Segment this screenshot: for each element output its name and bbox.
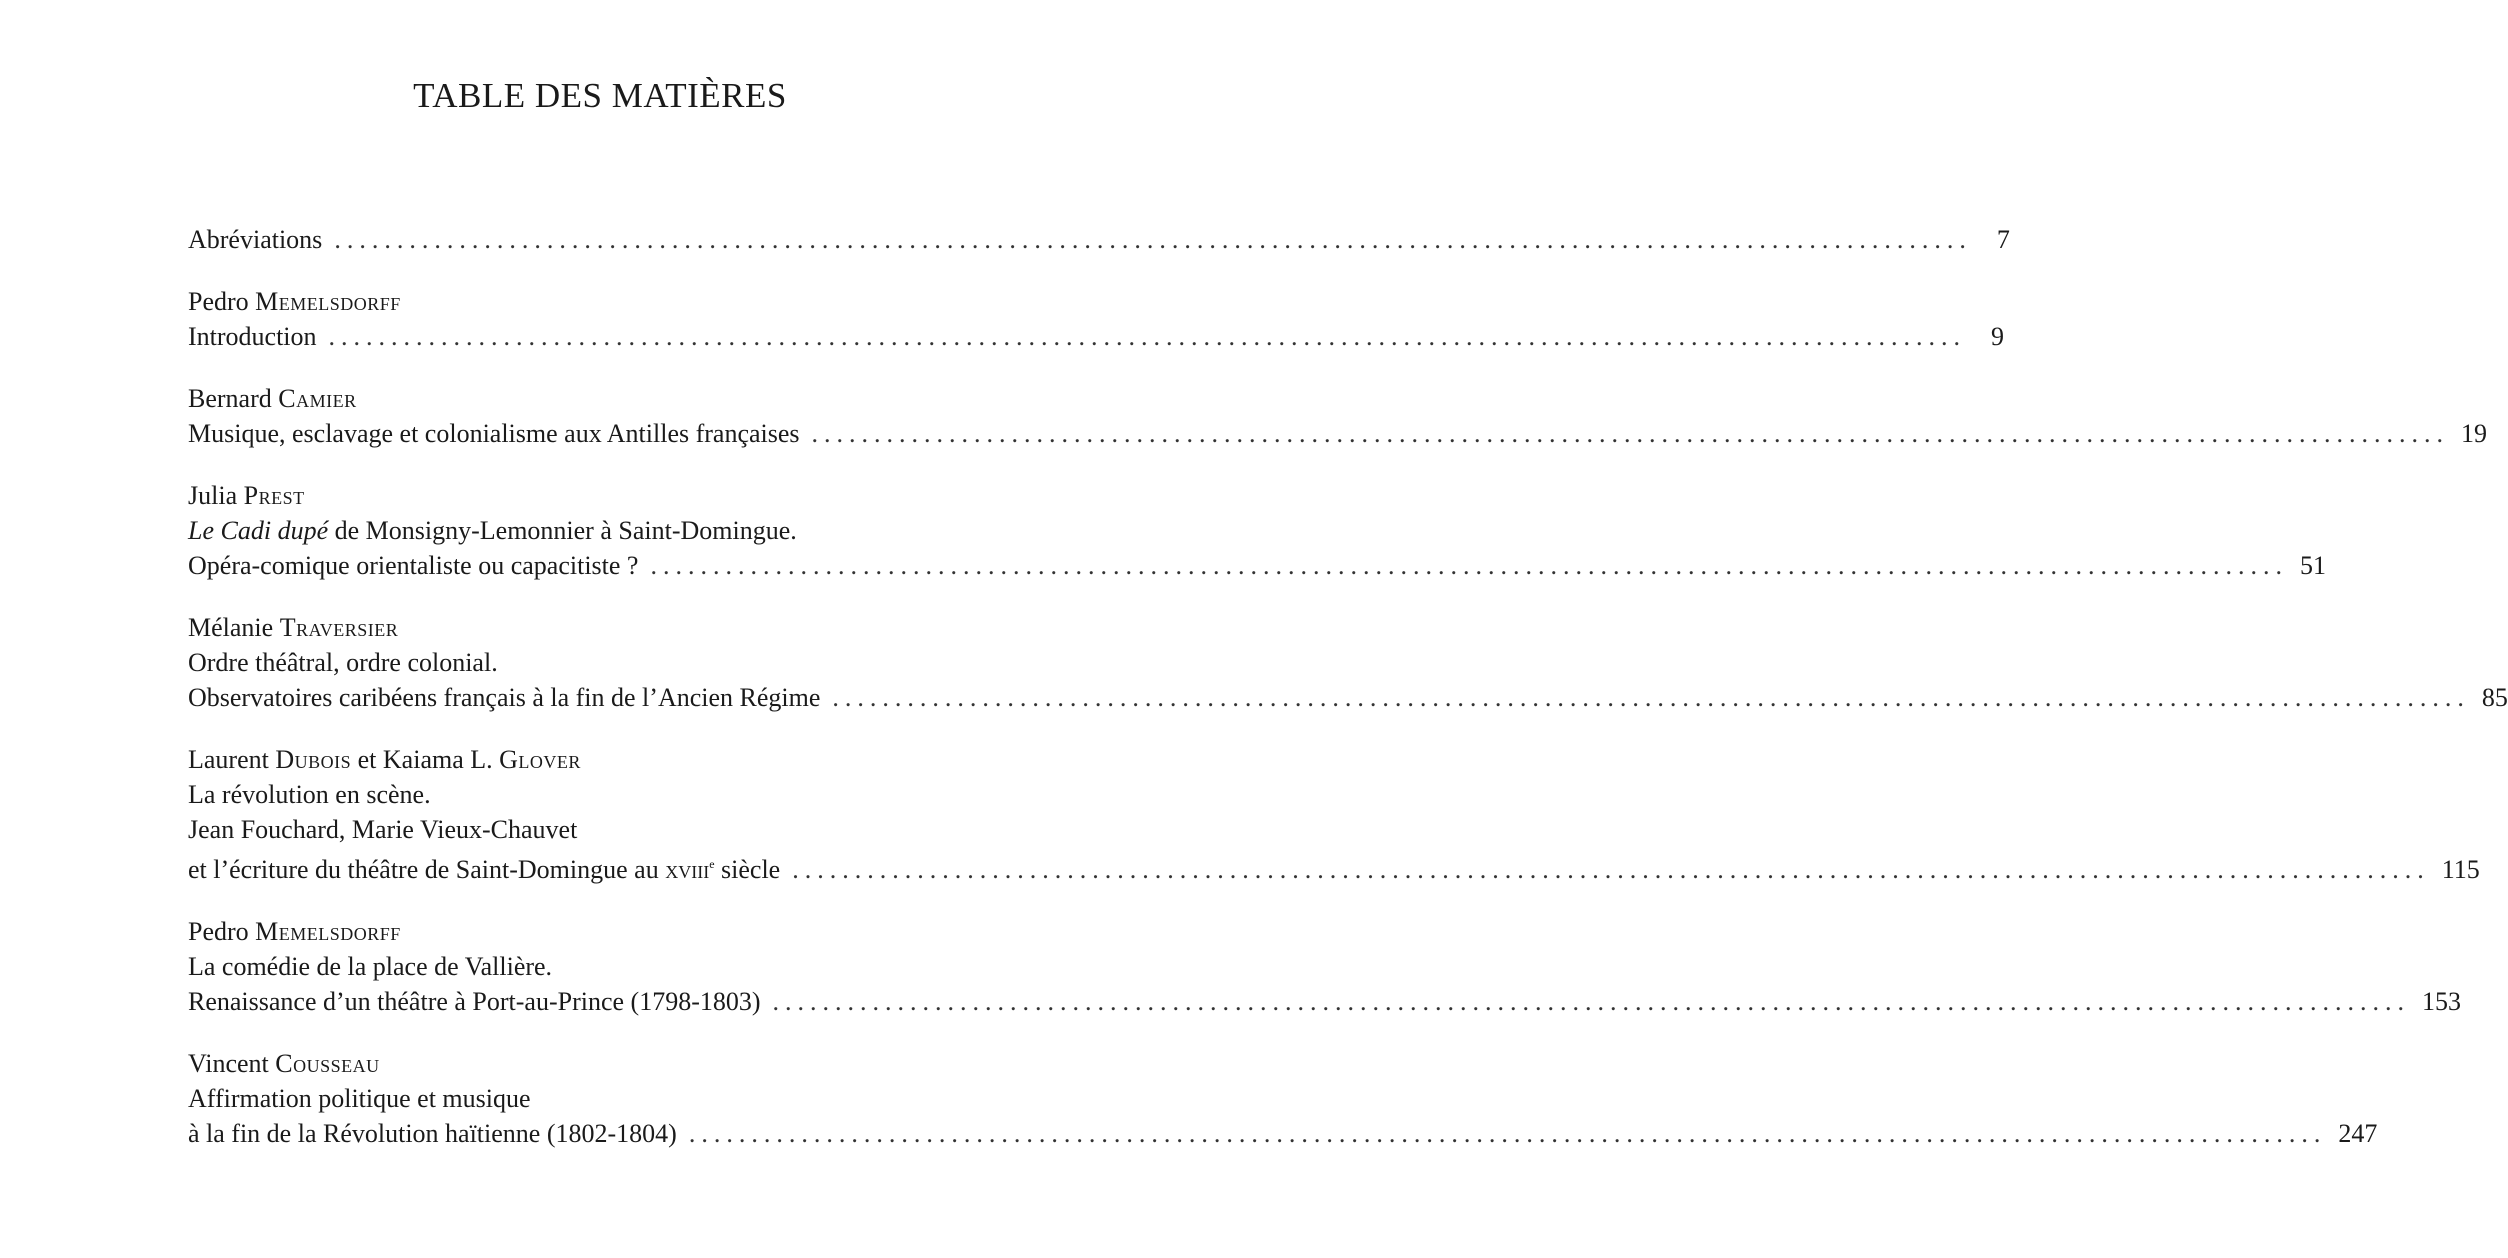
dot-leader: ................................................................................................................................... [334,225,1972,254]
toc-title-text: de Monsigny-Lemonnier à Saint-Domingue. [328,516,797,545]
toc-entry-cousseau[interactable] [188,1046,2378,1151]
toc-title-line [188,1116,2378,1151]
toc-title-line [188,416,2488,451]
century-numeral: xviii [665,855,710,884]
page-number: 247 [2338,1119,2378,1148]
toc-entry-introduction[interactable] [188,284,2005,354]
author-conjunction: et [351,745,383,774]
page-title: TABLE DES MATIÈRES [413,76,787,115]
toc-entry-prest[interactable] [188,478,2326,583]
century-superscript: e [709,857,715,871]
dot-leader: ................................................................................................................................... [688,1119,2327,1148]
toc-entry-abreviations[interactable] [188,222,2010,257]
toc-title-line [188,222,2010,257]
table-of-contents [188,222,2508,1178]
toc-title: Abréviations [188,225,323,254]
page-number: 51 [2299,551,2326,580]
dot-leader: ................................................................................................................................... [811,419,2450,448]
author-last-name: Memelsdorff [255,287,401,316]
dot-leader: ................................................................................................................................... [832,683,2470,712]
page-number: 153 [2422,987,2462,1016]
page-number: 7 [1996,225,2010,254]
author-first-name: Kaiama L. [382,745,493,774]
dot-leader: ................................................................................................................................... [650,551,2288,580]
toc-title: Introduction [188,322,317,351]
toc-title: Observatoires caribéens français à la fin de l’Ancien Régime [188,683,821,712]
author-first-name: Mélanie [188,613,274,642]
author-first-name: Laurent [188,745,269,774]
toc-title-line [188,548,2326,583]
author-line [188,381,1010,416]
author-last-name: Traversier [279,613,399,642]
author-first-name: Pedro [188,287,249,316]
toc-title-line: Affirmation politique et musique [188,1084,531,1113]
dot-leader: ................................................................................................................................... [792,855,2430,884]
toc-title: Musique, esclavage et colonialisme aux Antilles françaises [188,419,800,448]
page-number: 85 [2481,683,2508,712]
toc-entry-dubois-glover[interactable] [188,742,2480,887]
toc-title-line [188,847,2480,887]
toc-title-line: La comédie de la place de Vallière. [188,952,553,981]
toc-title-line: Jean Fouchard, Marie Vieux-Chauvet [188,815,578,844]
toc-entry-memelsdorff-valliere[interactable] [188,914,2462,1019]
page-number: 9 [1991,322,2005,351]
author-first-name: Bernard [188,384,272,413]
author-line [188,1046,1010,1081]
author-line [188,610,1010,645]
author-last-name: Prest [243,481,305,510]
toc-title-line [188,513,1010,548]
author-line [188,742,1010,777]
author-last-name: Memelsdorff [255,917,401,946]
work-title-italic: Le Cadi dupé [188,516,329,545]
toc-title: à la fin de la Révolution haïtienne (1802-1804) [188,1119,677,1148]
dot-leader: ................................................................................................................................... [328,322,1967,351]
dot-leader: ................................................................................................................................... [772,987,2411,1016]
toc-title-line: La révolution en scène. [188,780,431,809]
toc-title: Renaissance d’un théâtre à Port-au-Prince (1798-1803) [188,987,761,1016]
author-last-name: Cousseau [275,1049,380,1078]
toc-title-text: et l’écriture du théâtre de Saint-Domingue au [188,855,666,884]
toc-title-line [188,319,2005,354]
author-first-name: Vincent [188,1049,269,1078]
author-line [188,284,1010,319]
author-last-name: Camier [278,384,357,413]
author-line [188,478,1010,513]
toc-title: Opéra-comique orientaliste ou capacitiste ? [188,551,639,580]
toc-title [188,847,780,887]
author-last-name: Glover [499,745,581,774]
toc-title-text: siècle [714,855,781,884]
page-number: 115 [2441,855,2480,884]
author-first-name: Julia [188,481,238,510]
author-last-name: Dubois [275,745,352,774]
author-line [188,914,1010,949]
toc-title-line [188,680,2508,715]
toc-entry-traversier[interactable] [188,610,2508,715]
author-first-name: Pedro [188,917,249,946]
toc-title-line [188,984,2462,1019]
toc-title-line: Ordre théâtral, ordre colonial. [188,648,498,677]
toc-entry-camier[interactable] [188,381,2488,451]
page-number: 19 [2461,419,2488,448]
